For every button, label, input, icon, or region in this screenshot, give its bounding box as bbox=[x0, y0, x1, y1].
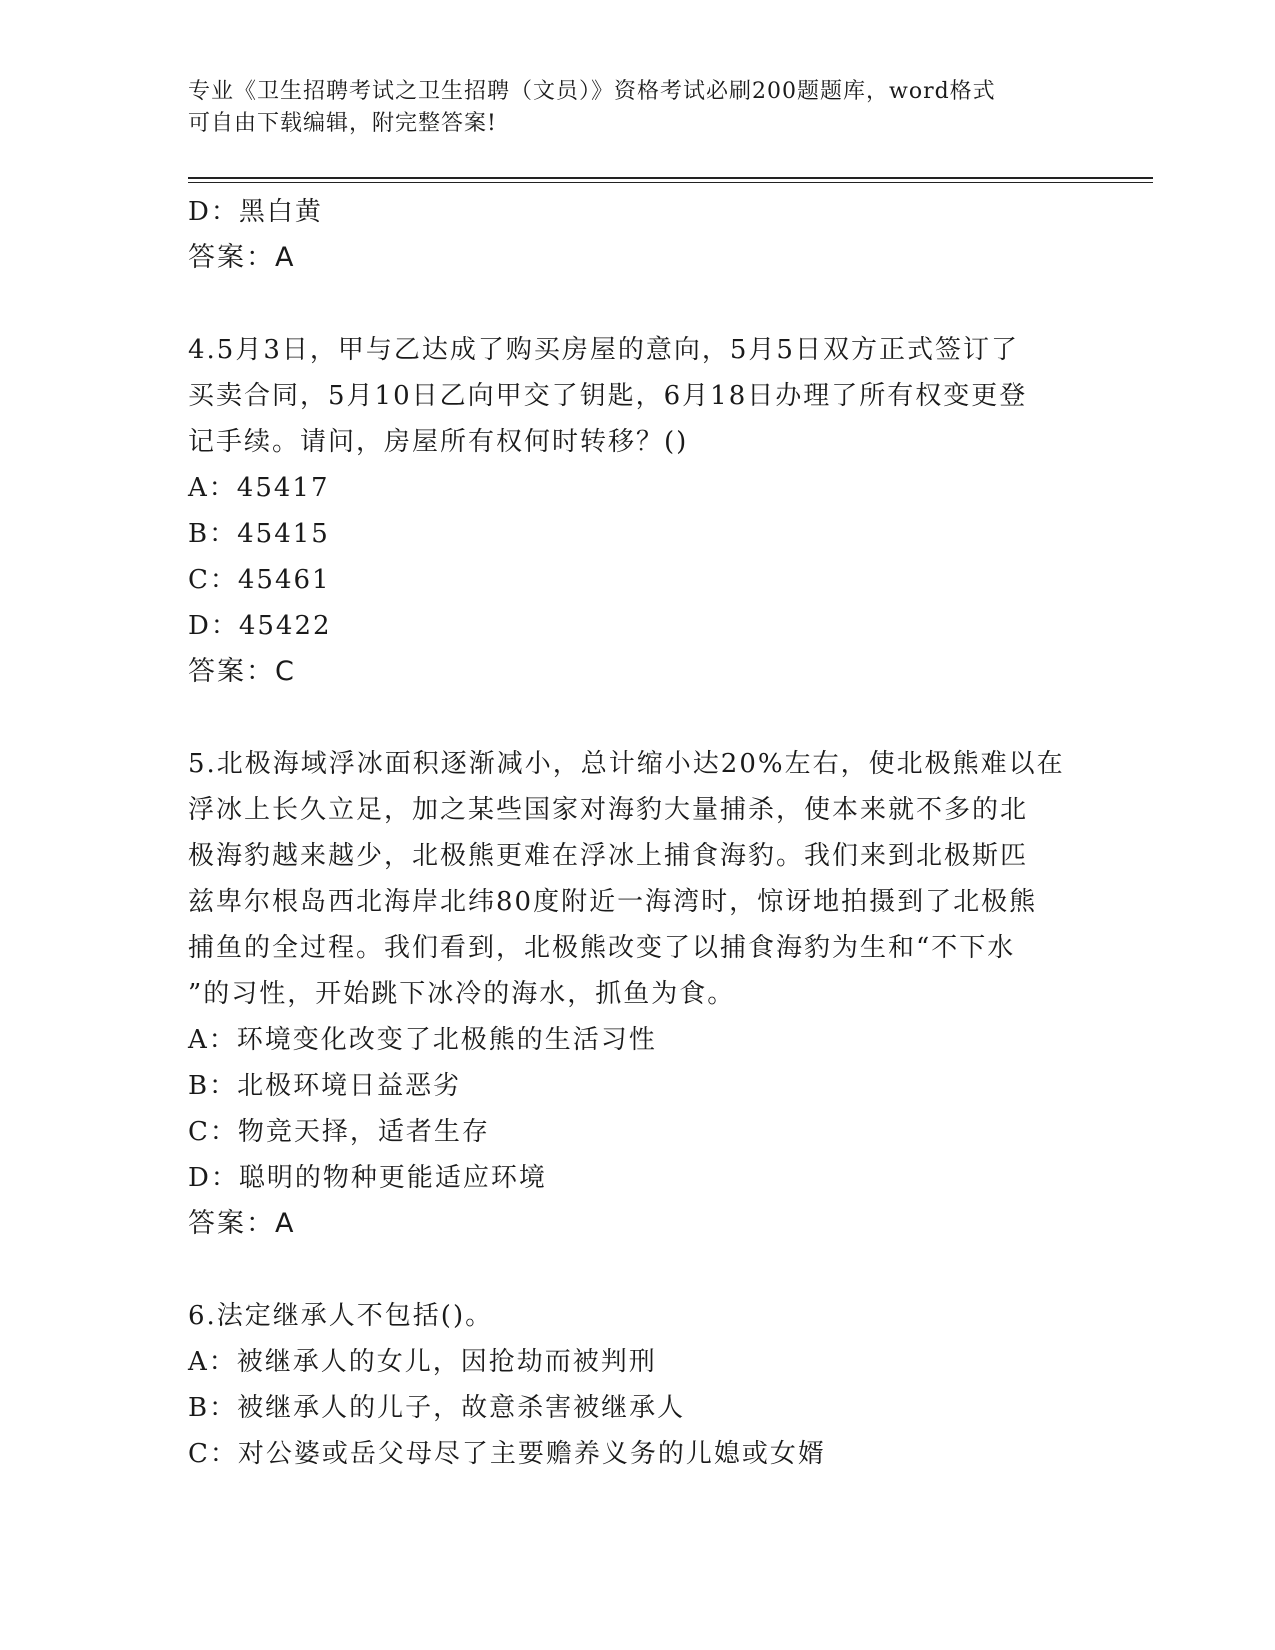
q4-option-b: B：45415 bbox=[188, 519, 330, 549]
q5-answer: 答案：A bbox=[188, 1208, 296, 1239]
q5-option-a: A：环境变化改变了北极熊的生活习性 bbox=[188, 1025, 657, 1055]
header-divider-thin bbox=[188, 182, 1153, 183]
q5-stem-line: 兹卑尔根岛西北海岸北纬80度附近一海湾时，惊讶地拍摄到了北极熊 bbox=[188, 887, 1038, 917]
spacer bbox=[188, 695, 1088, 741]
q6-stem bbox=[188, 1293, 1088, 1339]
q4-answer: 答案：C bbox=[188, 656, 296, 687]
header-divider-thick bbox=[188, 177, 1153, 179]
q3-answer: 答案：A bbox=[188, 242, 296, 273]
header-title-line-2: 可自由下载编辑，附完整答案! bbox=[188, 111, 497, 136]
document-header bbox=[188, 76, 1088, 140]
header-title-line-1: 专业《卫生招聘考试之卫生招聘（文员）》资格考试必刷200题题库，word格式 bbox=[188, 79, 996, 104]
q4-option-c: C：45461 bbox=[188, 565, 331, 595]
q5-option-c: C：物竞天择，适者生存 bbox=[188, 1117, 490, 1147]
q5-stem-line: 浮冰上长久立足，加之某些国家对海豹大量捕杀，使本来就不多的北 bbox=[188, 795, 1029, 825]
q5-stem-line: 捕鱼的全过程。我们看到，北极熊改变了以捕食海豹为生和“不下水 bbox=[188, 933, 1016, 963]
q4-stem bbox=[188, 327, 1088, 465]
q4-option-a: A：45417 bbox=[188, 473, 330, 503]
spacer bbox=[188, 281, 1088, 327]
q5-stem-line: 极海豹越来越少，北极熊更难在浮冰上捕食海豹。我们来到北极斯匹 bbox=[188, 841, 1029, 871]
q5-stem-line: ”的习性，开始跳下冰冷的海水，抓鱼为食。 bbox=[188, 979, 736, 1009]
q4-stem-line: 4.5月3日，甲与乙达成了购买房屋的意向，5月5日双方正式签订了 bbox=[188, 335, 1019, 365]
q5-option-b: B：北极环境日益恶劣 bbox=[188, 1071, 462, 1101]
q6-stem-line: 6.法定继承人不包括()。 bbox=[188, 1301, 494, 1331]
q3-option-d: D：黑白黄 bbox=[188, 197, 323, 227]
q5-option-d: D：聪明的物种更能适应环境 bbox=[188, 1163, 547, 1193]
q4-stem-line: 记手续。请问，房屋所有权何时转移？() bbox=[188, 427, 689, 457]
q6-option-c: C：对公婆或岳父母尽了主要赡养义务的儿媳或女婿 bbox=[188, 1439, 826, 1469]
q4-option-d: D：45422 bbox=[188, 611, 332, 641]
q5-stem-line: 5.北极海域浮冰面积逐渐减小，总计缩小达20%左右，使北极熊难以在 bbox=[188, 749, 1065, 779]
q4-stem-line: 买卖合同，5月10日乙向甲交了钥匙，6月18日办理了所有权变更登 bbox=[188, 381, 1028, 411]
question-content bbox=[188, 189, 1088, 1477]
spacer bbox=[188, 1247, 1088, 1293]
q6-option-b: B：被继承人的儿子，故意杀害被继承人 bbox=[188, 1393, 686, 1423]
q5-stem bbox=[188, 741, 1088, 1017]
q6-option-a: A：被继承人的女儿，因抢劫而被判刑 bbox=[188, 1347, 657, 1377]
